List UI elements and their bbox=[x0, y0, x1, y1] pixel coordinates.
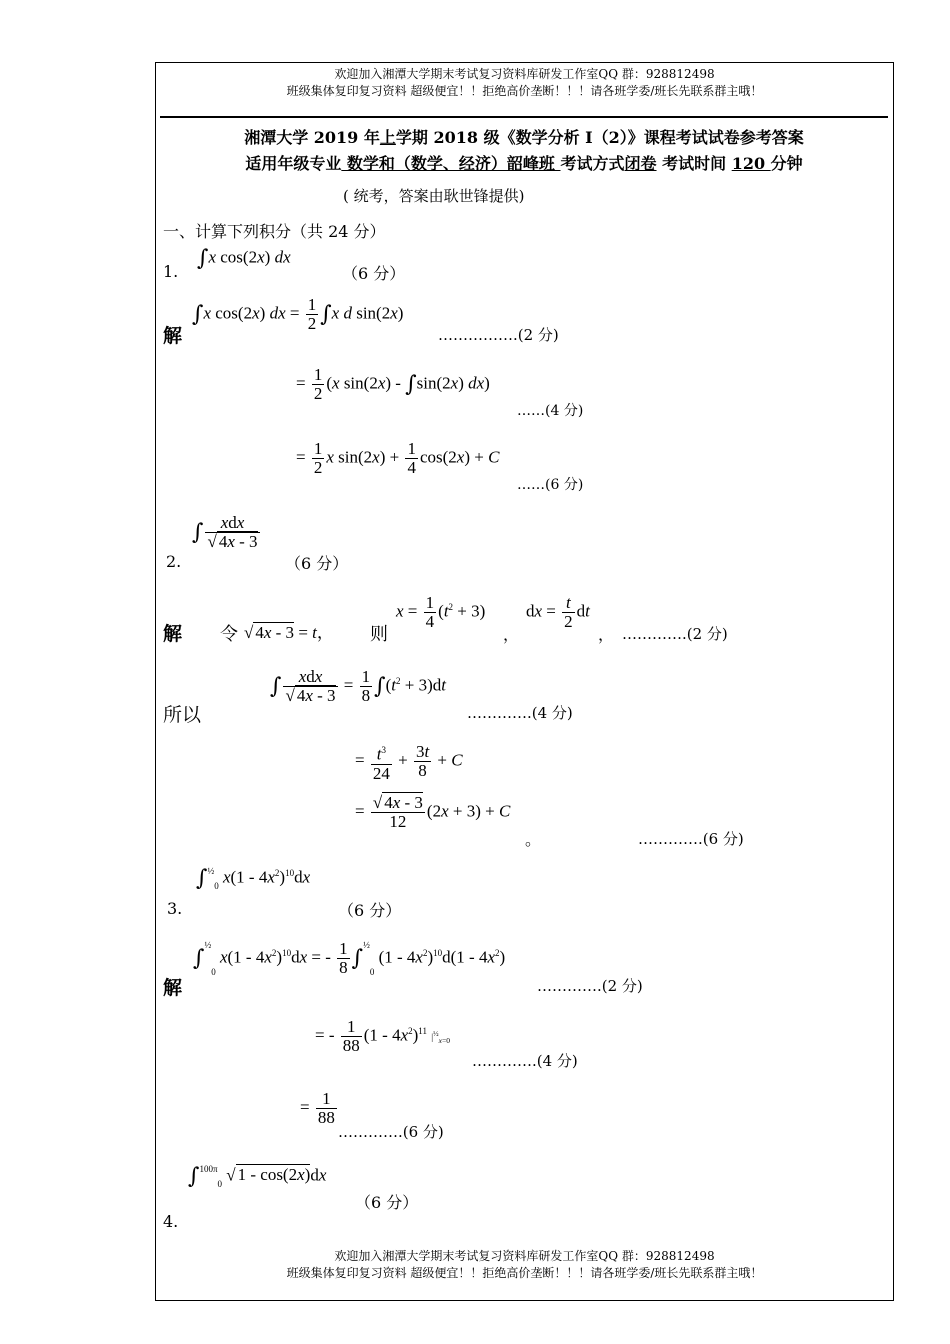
score-mark: ………….(4 分) bbox=[472, 1052, 578, 1070]
title-part: 湘潭大学 2019 年 bbox=[244, 128, 380, 147]
exam-mode-value: 闭卷 bbox=[624, 154, 657, 173]
p1-step-2: = $\frac{1}{2}$ (x sin(2x) - ∫sin(2x) dx) bbox=[296, 365, 490, 403]
p3-step-1: ∫$^{\frac{1}{2}}$0 $x(1 - 4x^2)^{10}dx$ = - $\frac{1}{8}$ ∫$^{\frac{1}{2}}$0 $(1 - 4x^2)^{10}d(1 - 4x^2)$ bbox=[193, 939, 506, 977]
problem-number: 4. bbox=[163, 1212, 179, 1231]
problem-score: （6 分） bbox=[342, 264, 406, 283]
therefore-label: 所以 bbox=[163, 704, 202, 726]
banner-line-1: 欢迎加入湘潭大学期末考试复习资料库研发工作室QQ 群：928812498 bbox=[334, 67, 715, 81]
exam-subtitle bbox=[160, 151, 888, 174]
exam-title bbox=[160, 125, 888, 148]
exam-time-label: 考试时间 bbox=[656, 154, 732, 173]
problem-number: 2. bbox=[166, 552, 182, 571]
solution-label: 解 bbox=[163, 977, 183, 999]
major-label: 适用年级专业 bbox=[245, 154, 342, 173]
p2-x-expression: x = $\frac{1}{4}$ $(t^2 + 3)$ bbox=[396, 593, 486, 631]
let-label: 令 bbox=[220, 624, 238, 645]
footer-line-2: 班级集体复印复习资料 超级便宜！！拒绝高价垄断！！！请各班学委/班长先联系群主哦！ bbox=[286, 1266, 763, 1280]
score-mark: ………….(2 分) bbox=[537, 977, 643, 995]
exam-time-value: 120 bbox=[731, 154, 771, 173]
problem-score: （6 分） bbox=[338, 901, 402, 920]
problem-score: （6 分） bbox=[355, 1193, 419, 1212]
header-divider bbox=[160, 116, 888, 118]
banner-line-2: 班级集体复印复习资料 超级便宜！！拒绝高价垄断！！！请各班学委/班长先联系群主哦！ bbox=[286, 84, 763, 98]
p2-substitution: √ 4x - 3 = t， bbox=[244, 623, 334, 642]
score-mark: ………….(6 分) bbox=[338, 1123, 444, 1141]
score-mark: ……(6 分) bbox=[517, 477, 584, 493]
p2-step-3: = $\frac{√ 4x - 3}{12}$ (2x + 3) + C bbox=[355, 793, 511, 831]
problem-score: （6 分） bbox=[285, 554, 349, 573]
solution-label: 解 bbox=[163, 623, 183, 645]
score-mark: ………….(4 分) bbox=[467, 704, 573, 722]
score-mark: ……(4 分) bbox=[517, 403, 584, 419]
problem-number: 3. bbox=[167, 899, 183, 918]
p3-step-2: = - $\frac{1}{88}$ $(1 - 4x^2)^{11}$ $|^{\frac{1}{2}}_{x=0}$ bbox=[315, 1017, 450, 1055]
p3-step-3: = $\frac{1}{88}$ bbox=[300, 1089, 335, 1127]
exam-mode-label: 考试方式 bbox=[560, 154, 625, 173]
solution-label: 解 bbox=[163, 325, 183, 347]
p1-step-1: ∫x cos(2x) dx = $\frac{1}{2}$ ∫x d sin(2x) bbox=[192, 295, 404, 333]
title-part: 学期 2018 级《数学分析 I（2）》课程考试试卷参考答案 bbox=[395, 128, 804, 147]
section-heading: 一、计算下列积分（共 24 分） bbox=[163, 222, 386, 241]
period: 。 bbox=[525, 830, 542, 849]
then-label: 则 bbox=[370, 624, 388, 645]
p2-dx-expression: dx = $\frac{t}{2}$ dt bbox=[526, 593, 590, 631]
p1-step-3: = $\frac{1}{2}$ x sin(2x) + $\frac{1}{4}$ cos(2x) + C bbox=[296, 439, 500, 477]
p2-step-2: = $\frac{t^3}{24}$ + $\frac{3t}{8}$ + C bbox=[355, 742, 463, 783]
problem-2-integral: ∫ $\frac{\text{xdx}}{√ 4x - 3}$ bbox=[192, 513, 258, 551]
problem-number: 1. bbox=[163, 262, 179, 281]
exam-time-unit: 分钟 bbox=[770, 154, 803, 173]
footer-line-1: 欢迎加入湘潭大学期末考试复习资料库研发工作室QQ 群：928812498 bbox=[334, 1249, 715, 1263]
problem-1-integral: ∫x cos(2x) dx bbox=[197, 246, 291, 271]
score-mark: ………….(6 分) bbox=[638, 830, 744, 848]
score-mark: ………….(2 分) bbox=[622, 625, 728, 643]
major-value: 数学和（数学、经济）韶峰班 bbox=[341, 154, 561, 173]
exam-note: ( 统考，答案由耿世锋提供) bbox=[343, 187, 525, 205]
problem-3-integral: ∫$^{\frac{1}{2}}$0 $x(1 - 4x^2)^{10}dx$ bbox=[196, 866, 311, 891]
title-term: 上 bbox=[379, 128, 396, 147]
comma: ， bbox=[598, 625, 615, 644]
comma: ， bbox=[503, 625, 520, 644]
score-mark: …………….(2 分) bbox=[438, 326, 559, 344]
problem-4-integral: ∫$^{100\pi}$0 √ 1 - cos(2x)dx bbox=[188, 1164, 327, 1189]
p2-step-1: ∫ $\frac{\text{xdx}}{√ 4x - 3}$ = $\frac{1}{8}$ $\int(t^2 + 3)dt$ bbox=[270, 667, 446, 705]
